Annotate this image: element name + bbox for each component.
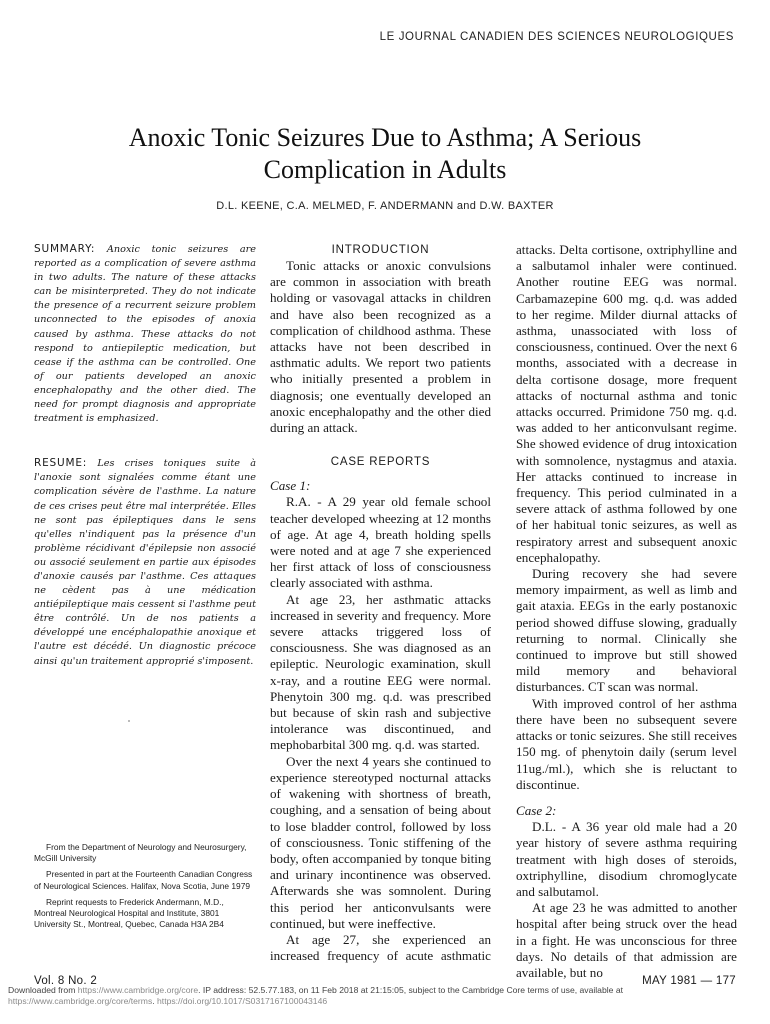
author-list: D.L. KEENE, C.A. MELMED, F. ANDERMANN and D.W. BAXTER [216, 200, 554, 212]
download-prefix: Downloaded from [8, 985, 76, 995]
article-title [60, 122, 710, 186]
body-column-2 [270, 242, 491, 964]
case-2-paragraph-2: At age 23 he was admitted to another hospital after being struck over the head in a fight. He was unconscious for three days. No details of that admission are available, but no [516, 900, 737, 980]
print-artifact-dot [128, 720, 130, 722]
case-1-paragraph-1: R.A. - A 29 year old female school teacher developed wheezing at 12 months of age. At age 4, breath holding spells were noted and at age 7 she experienced her first attack of loss of consciousness clearly associated with asthma. [270, 494, 491, 591]
running-head: LE JOURNAL CANADIEN DES SCIENCES NEUROLOGIQUES [379, 31, 734, 43]
summary-label: SUMMARY: [34, 243, 96, 255]
resume-paragraph [34, 456, 256, 668]
doi-link[interactable]: https://doi.org/10.1017/S0317167100043146 [157, 996, 328, 1006]
case-1-label: Case 1: [270, 478, 311, 494]
download-notice: Downloaded from https://www.cambridge.org/core. IP address: 52.5.77.183, on 11 Feb 2018 at 21:15:05, subject to the Cambridge Core terms of use, available at https://www.cambridge.org/core/terms. https://doi.org/10.1017/S0317167100043146 [8, 985, 623, 1006]
case-1-paragraph-2: At age 23, her asthmatic attacks increased in severity and frequency. More severe attacks triggered loss of consciousness. She was diagnosed as an epileptic. Neurologic examination, skull x-ray, and a routine EEG were normal. Phenytoin 300 mg. q.d. was prescribed but because of skin rash and subjective intolerance was discontinued, and mephobarbital 300 mg. q.d. was started. [270, 591, 491, 753]
case-2-paragraph-1: D.L. - A 36 year old male had a 20 year history of severe asthma requiring treatment with high doses of steroids, oxtriphylline, disodium chromoglycate and salbutamol. [516, 819, 737, 899]
footnote-affiliation: From the Department of Neurology and Neurosurgery, McGill University [34, 842, 247, 864]
summary-paragraph [34, 242, 256, 426]
summary-text: Anoxic tonic seizures are reported as a complication of severe asthma in two adults. The nature of these attacks can be misinterpreted. They do not indicate the presence of a recurrent seizure problem unconnected to the episodes of anoxia caused by asthma. These attacks do not respond to antiepileptic medication, but cease if the asthma can be controlled. One of our patients developed an anoxic encephalopathy and the other died. The need for prompt diagnosis and appropriate treatment is emphasized. [34, 244, 256, 425]
case-reports-heading: CASE REPORTS [330, 456, 431, 469]
case-1-paragraph-6: With improved control of her asthma there have been no subsequent severe attacks or tonic seizures. She still receives 150 mg. of phenytoin daily (serum level 11ug./ml.), which she is reluctant to discontinue. [516, 695, 737, 792]
footnote-presented: Presented in part at the Fourteenth Canadian Congress of Neurological Sciences. Halifax, Nova Scotia, June 1979 [34, 869, 253, 891]
body-column-3 [516, 242, 737, 981]
introduction-heading: INTRODUCTION [331, 244, 430, 256]
case-2-label: Case 2: [516, 802, 557, 818]
footnote-reprint: Reprint requests to Frederick Andermann, M.D., Montreal Neurological Hospital and Institute, 3801 University St., Montreal, Quebec, Canada H3A 2B4 [34, 896, 224, 930]
case-1-paragraph-5: During recovery she had severe memory impairment, as well as limb and gait ataxia. EEGs in the early postanoxic period showed diffuse slowing, gradually returning to normal. Clinically she continued to improve but still showed mild memory and behavioral disturbances. CT scan was normal. [516, 566, 737, 695]
abstract-column [34, 242, 256, 669]
resume-text: Les crises toniques suite à l'anoxie sont signalées comme étant une complication sévère de l'asthme. La nature de ces crises peut être mal interprétée. Elles ne sont pas épileptiques dans le sens qu'elles n'indiquent pas la présence d'un problème récidivant d'épilepsie non associé ou associé seulement en partie aux épisodes d'anoxie causés par l'asthme. Ces attaques ne cèdent pas à une médication antiépileptique mais cessent si l'asthme peut être contrôlé. Un de nos patients a développé une encéphalopathie anoxique et l'autre est décédé. Un diagnostic précoce ainsi qu'un traitement approprié s'imposent. [34, 458, 256, 667]
article-title-line-2: Complication in Adults [263, 155, 507, 184]
terms-link[interactable]: https://www.cambridge.org/core/terms [8, 996, 153, 1006]
volume-info: Vol. 8 No. 2 [34, 975, 98, 987]
introduction-paragraph: Tonic attacks or anoxic convulsions are common in association with breath holding or vasovagal attacks in children and have also been recognized as a complication of childhood asthma. These attacks have not been described in asthmatic adults. We report two patients who initially presented a problem in diagnosis; one eventually developed an anoxic encephalopathy and the other died during an attack. [270, 258, 491, 436]
case-1-paragraph-3: Over the next 4 years she continued to experience stereotyped nocturnal attacks of wakening with shortness of breath, coughing, and a sensation of being about to lose bladder control, followed by loss of consciousness. Tonic stiffening of the body, often accompanied by tonque biting and urinary incontinence was observed. Afterwards she was somnolent. During this period her anticonvulsants were continued, but were ineffective. [270, 753, 491, 931]
download-mid: . IP address: 52.5.77.183, on 11 Feb 2018 at 21:15:05, subject to the Cambridge Core terms of use, available at [198, 985, 623, 995]
case-1-paragraph-4-continued: attacks. Delta cortisone, oxtriphylline and a salbutamol inhaler were continued. Another routine EEG was normal. Carbamazepine 600 mg. q.d. was added to her regime. Milder diurnal attacks of asthma, unassociated with loss of consciousness, continued. Over the next 6 months, associated with a decrease in delta cortisone dosage, more frequent attacks of nocturnal asthma and tonic attacks occurred. Primidone 750 mg. q.d. was added to her anticonvulsant regime. She showed evidence of drug intoxication with somnolence, nystagmus and ataxia. Her attacks continued to increase in frequency. This period culminated in a severe attack of asthma followed by one of her habitual tonic seizures, as well as respiratory arrest and subsequent anoxic encephalopathy. [516, 242, 737, 565]
issue-page-info: MAY 1981 — 177 [642, 975, 736, 987]
article-title-line-1: Anoxic Tonic Seizures Due to Asthma; A Serious [128, 123, 642, 152]
cambridge-core-link[interactable]: https://www.cambridge.org/core [77, 985, 199, 995]
resume-label: RESUME: [34, 457, 88, 470]
footnotes [34, 842, 256, 935]
case-1-paragraph-4: At age 27, she experienced an increased frequency of acute asthmatic [270, 931, 491, 964]
